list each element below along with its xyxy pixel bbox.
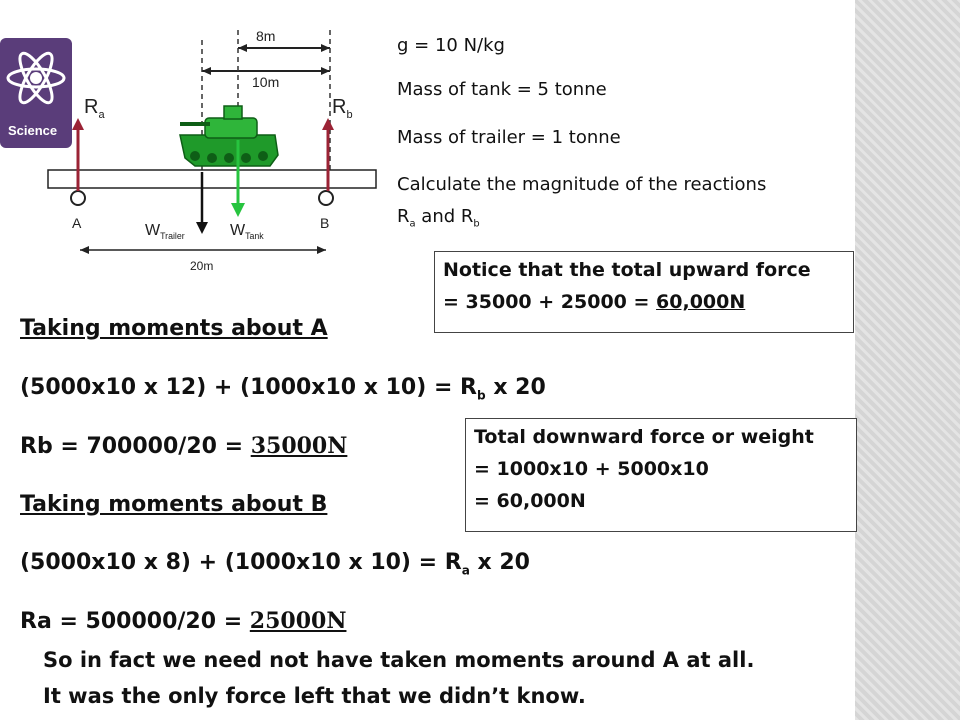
notice-total-upward-box [434,251,854,333]
result-rb: Rb = 700000/20 = 35000N [20,433,348,459]
label-w-trailer: $W_{Trailer}$ [145,222,185,242]
label-ra: $R_a$ [84,96,105,121]
tank-icon [180,106,278,166]
weight-line-1: Total downward force or weight [474,426,814,448]
label-rb: $R_b$ [332,96,353,121]
label-point-a: A [72,215,82,231]
beam-diagram [0,0,400,280]
weight-line-3: = 60,000N [474,490,586,512]
question-line-1: Calculate the magnitude of the reactions [397,174,767,195]
answer-rb: 35000N [250,433,348,459]
logo-text: Science [8,123,58,138]
conclusion-line-1: So in fact we need not have taken moments around A at all. [43,648,755,672]
label-w-tank: $W_{Tank}$ [230,222,264,242]
given-tank-mass: Mass of tank = 5 tonne [397,79,607,100]
label-20m: 20m [190,259,214,273]
notice-line-1: Notice that the total upward force [443,259,811,281]
label-10m: 10m [252,74,280,90]
given-g: g = 10 N/kg [397,35,505,56]
weight-line-2: = 1000x10 + 5000x10 [474,458,709,480]
label-point-b: B [320,215,330,231]
heading-moments-about-b: Taking moments about B [20,492,328,517]
support-a [71,191,85,205]
notice-line-2: = 35000 + 25000 = 60,000N [443,291,746,313]
conclusion-line-2: It was the only force left that we didn’t know. [43,684,586,708]
result-ra: Ra = 500000/20 = 25000N [20,608,347,634]
equation-moments-b: (5000x10 x 8) + (1000x10 x $10) = R_a$ x 20 [20,550,530,578]
decorative-side-stripe [855,0,960,720]
total-weight-box [465,418,857,532]
dimension-8m [238,44,330,52]
dimension-20m [80,246,326,254]
support-b [319,191,333,205]
answer-ra: 25000N [249,608,347,634]
label-8m: 8m [256,28,276,44]
heading-moments-about-a: Taking moments about A [20,316,328,341]
given-trailer-mass: Mass of trailer = 1 tonne [397,127,621,148]
question-line-2: $R_a$ and $R_b$ [397,206,480,230]
equation-moments-a: (5000x10 x 12) + (1000x10 x $10) = R_b$ x 20 [20,375,546,403]
